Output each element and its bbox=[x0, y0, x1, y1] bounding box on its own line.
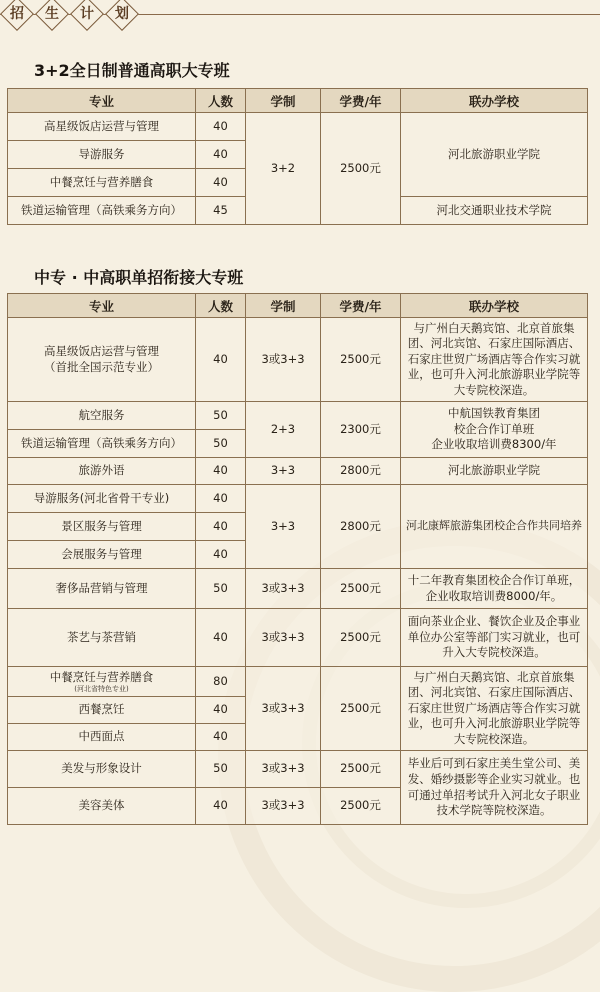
school-cell: 与广州白天鹅宾馆、北京首旅集团、河北宾馆、石家庄国际酒店、石家庄世贸广场酒店等合作实习就业，也可升入河北旅游职业学院等大专院校深造。 bbox=[401, 318, 588, 402]
count-cell: 80 bbox=[196, 667, 246, 697]
fee-cell: 2500元 bbox=[321, 788, 401, 825]
major-cell: 航空服务 bbox=[8, 402, 196, 430]
col-system: 学制 bbox=[246, 89, 321, 113]
major-cell: 景区服务与管理 bbox=[8, 513, 196, 541]
school-cell: 与广州白天鹅宾馆、北京首旅集团、河北宾馆、石家庄国际酒店、石家庄世贸广场酒店等合作实习就业，也可升入河北旅游职业学院等大专院校深造。 bbox=[401, 667, 588, 751]
count-cell: 40 bbox=[196, 141, 246, 169]
count-cell: 45 bbox=[196, 197, 246, 225]
fee-cell: 2500元 bbox=[321, 113, 401, 225]
school-line: 中航国铁教育集团 bbox=[448, 406, 540, 421]
count-cell: 40 bbox=[196, 458, 246, 485]
fee-cell: 2800元 bbox=[321, 458, 401, 485]
major-cell: 导游服务 bbox=[8, 141, 196, 169]
major-name: 高星级饭店运营与管理 bbox=[44, 343, 159, 358]
fee-cell: 2500元 bbox=[321, 609, 401, 667]
table-row bbox=[8, 458, 588, 485]
major-cell: 导游服务(河北省骨干专业) bbox=[8, 485, 196, 513]
count-cell: 40 bbox=[196, 609, 246, 667]
major-note: (河北省特色专业) bbox=[74, 684, 129, 693]
system-cell: 3或3+3 bbox=[246, 609, 321, 667]
header-char-1: 招 bbox=[0, 0, 34, 31]
school-cell: 面向茶业企业、餐饮企业及企事业单位办公室等部门实习就业，也可升入大专院校深造。 bbox=[401, 609, 588, 667]
header-char-4: 划 bbox=[105, 0, 139, 31]
school-cell: 毕业后可到石家庄美生堂公司、美发、婚纱摄影等企业实习就业。也可通过单招考试升入河北女子职业技术学院等院校深造。 bbox=[401, 751, 588, 825]
table-header-row bbox=[8, 89, 588, 113]
count-cell: 40 bbox=[196, 113, 246, 141]
major-cell: 会展服务与管理 bbox=[8, 541, 196, 569]
fee-cell: 2500元 bbox=[321, 667, 401, 751]
system-cell: 3+3 bbox=[246, 485, 321, 569]
section2-table bbox=[7, 293, 588, 825]
system-cell: 3或3+3 bbox=[246, 667, 321, 751]
school-line: 校企合作订单班 bbox=[453, 421, 535, 436]
school-line: 企业收取培训费8300/年 bbox=[431, 437, 557, 452]
fee-cell: 2500元 bbox=[321, 569, 401, 609]
school-cell bbox=[401, 402, 588, 458]
count-cell: 50 bbox=[196, 569, 246, 609]
system-cell: 3或3+3 bbox=[246, 788, 321, 825]
table-row bbox=[8, 667, 588, 697]
table-row bbox=[8, 485, 588, 513]
header-char-3: 计 bbox=[70, 0, 104, 31]
col-count: 人数 bbox=[196, 89, 246, 113]
system-cell: 3或3+3 bbox=[246, 751, 321, 788]
major-cell: 旅游外语 bbox=[8, 458, 196, 485]
major-cell bbox=[8, 667, 196, 697]
school-cell: 河北旅游职业学院 bbox=[401, 113, 588, 197]
table-row bbox=[8, 318, 588, 402]
major-cell: 高星级饭店运营与管理 bbox=[8, 113, 196, 141]
school-cell: 河北交通职业技术学院 bbox=[401, 197, 588, 225]
header-char-2: 生 bbox=[35, 0, 69, 31]
col-fee: 学费/年 bbox=[321, 89, 401, 113]
count-cell: 40 bbox=[196, 541, 246, 569]
major-note: （首批全国示范专业） bbox=[44, 359, 159, 374]
section1-title: 3+2全日制普通高职大专班 bbox=[34, 61, 230, 80]
section2-title: 中专 · 中高职单招衔接大专班 bbox=[34, 268, 244, 287]
school-cell: 河北旅游职业学院 bbox=[401, 458, 588, 485]
col-major: 专业 bbox=[8, 89, 196, 113]
system-cell: 3或3+3 bbox=[246, 318, 321, 402]
school-cell: 十二年教育集团校企合作订单班，企业收取培训费8000/年。 bbox=[401, 569, 588, 609]
count-cell: 40 bbox=[196, 513, 246, 541]
table-row bbox=[8, 402, 588, 430]
major-cell: 奢侈品营销与管理 bbox=[8, 569, 196, 609]
school-cell: 河北康辉旅游集团校企合作共同培养 bbox=[401, 485, 588, 569]
system-cell: 3+3 bbox=[246, 458, 321, 485]
major-cell: 西餐烹饪 bbox=[8, 697, 196, 724]
count-cell: 40 bbox=[196, 169, 246, 197]
fee-cell: 2300元 bbox=[321, 402, 401, 458]
page-header bbox=[0, 0, 600, 30]
col-fee: 学费/年 bbox=[321, 294, 401, 318]
fee-cell: 2500元 bbox=[321, 751, 401, 788]
count-cell: 40 bbox=[196, 318, 246, 402]
major-cell: 铁道运输管理（高铁乘务方向） bbox=[8, 430, 196, 458]
system-cell: 2+3 bbox=[246, 402, 321, 458]
count-cell: 50 bbox=[196, 402, 246, 430]
col-school: 联办学校 bbox=[401, 294, 588, 318]
major-cell: 美容美体 bbox=[8, 788, 196, 825]
major-cell: 美发与形象设计 bbox=[8, 751, 196, 788]
count-cell: 50 bbox=[196, 751, 246, 788]
col-major: 专业 bbox=[8, 294, 196, 318]
major-cell: 中餐烹饪与营养膳食 bbox=[8, 169, 196, 197]
system-cell: 3或3+3 bbox=[246, 569, 321, 609]
col-school: 联办学校 bbox=[401, 89, 588, 113]
count-cell: 40 bbox=[196, 697, 246, 724]
section1-table bbox=[7, 88, 588, 225]
table-row bbox=[8, 113, 588, 141]
major-cell: 铁道运输管理（高铁乘务方向） bbox=[8, 197, 196, 225]
major-name: 中餐烹饪与营养膳食 bbox=[49, 670, 154, 685]
major-cell: 中西面点 bbox=[8, 724, 196, 751]
count-cell: 50 bbox=[196, 430, 246, 458]
count-cell: 40 bbox=[196, 788, 246, 825]
col-system: 学制 bbox=[246, 294, 321, 318]
major-cell: 茶艺与茶营销 bbox=[8, 609, 196, 667]
major-cell bbox=[8, 318, 196, 402]
system-cell: 3+2 bbox=[246, 113, 321, 225]
col-count: 人数 bbox=[196, 294, 246, 318]
table-row bbox=[8, 569, 588, 609]
fee-cell: 2500元 bbox=[321, 318, 401, 402]
table-row bbox=[8, 609, 588, 667]
table-row bbox=[8, 751, 588, 788]
count-cell: 40 bbox=[196, 485, 246, 513]
table-header-row bbox=[8, 294, 588, 318]
count-cell: 40 bbox=[196, 724, 246, 751]
fee-cell: 2800元 bbox=[321, 485, 401, 569]
